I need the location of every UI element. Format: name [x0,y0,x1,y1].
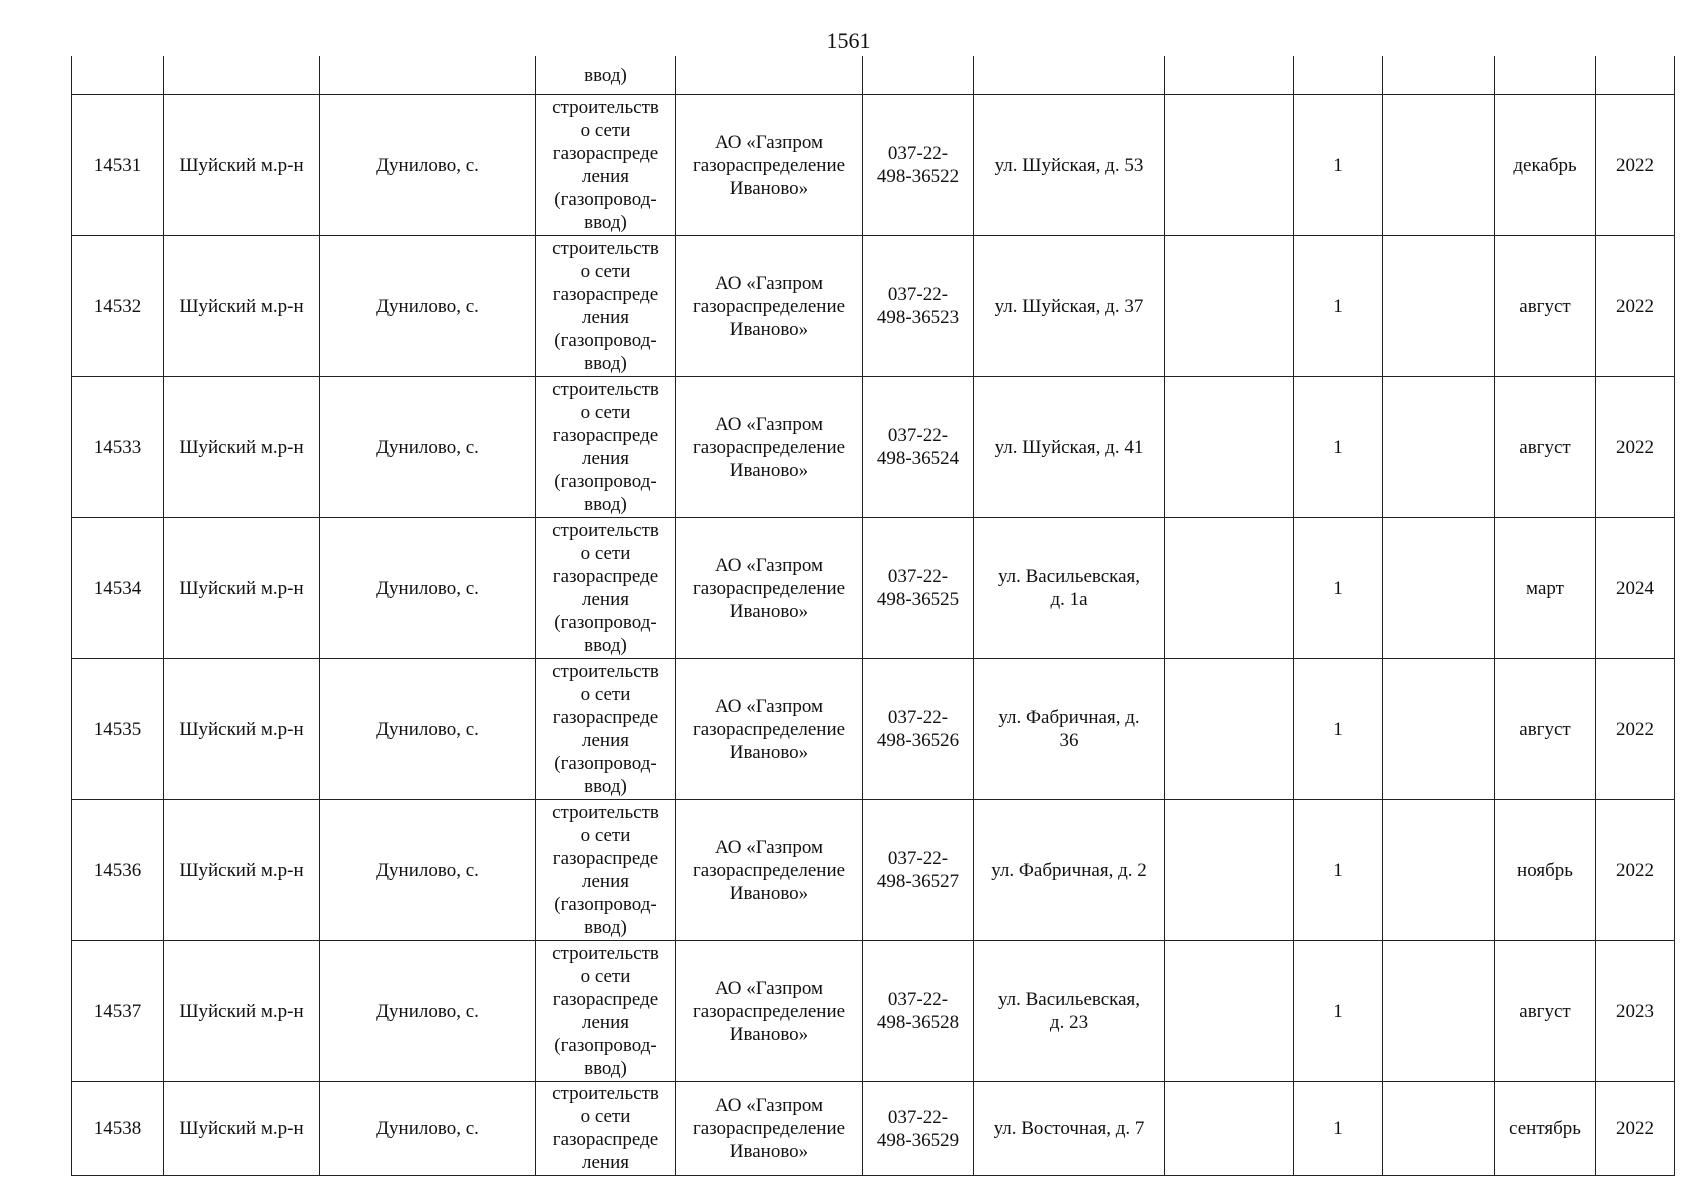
cell-month: август [1495,941,1596,1082]
cell-organization: АО «Газпром газораспределение Иваново» [676,236,863,377]
cell-work-type: строительств о сети газораспреде ления (газопровод- ввод) [536,800,676,941]
cell-district: Шуйский м.р-н [164,1082,320,1176]
table-row [72,659,1675,800]
cell-address [974,56,1165,95]
cell-id: 14531 [72,95,164,236]
cell-organization [676,56,863,95]
cell-address: ул. Шуйская, д. 41 [974,377,1165,518]
cell-extra-1 [1165,377,1294,518]
cell-extra-2 [1383,95,1495,236]
cell-count: 1 [1294,1082,1383,1176]
cell-extra-2 [1383,56,1495,95]
cell-month [1495,56,1596,95]
cell-extra-1 [1165,659,1294,800]
cell-year: 2024 [1596,518,1675,659]
cell-organization: АО «Газпром газораспределение Иваново» [676,659,863,800]
cell-address: ул. Васильевская, д. 1а [974,518,1165,659]
cell-id: 14538 [72,1082,164,1176]
cell-code: 037-22- 498-36522 [863,95,974,236]
cell-count: 1 [1294,800,1383,941]
cell-locality: Дунилово, с. [320,800,536,941]
cell-code: 037-22- 498-36529 [863,1082,974,1176]
cell-code: 037-22- 498-36523 [863,236,974,377]
cell-organization: АО «Газпром газораспределение Иваново» [676,377,863,518]
cell-work-type: ввод) [536,56,676,95]
cell-district: Шуйский м.р-н [164,236,320,377]
gas-connection-registry-table [71,56,1675,1176]
cell-work-type: строительств о сети газораспреде ления [536,1082,676,1176]
cell-locality: Дунилово, с. [320,1082,536,1176]
cell-count: 1 [1294,377,1383,518]
cell-count: 1 [1294,659,1383,800]
cell-code [863,56,974,95]
cell-extra-1 [1165,941,1294,1082]
cell-locality: Дунилово, с. [320,236,536,377]
cell-organization: АО «Газпром газораспределение Иваново» [676,941,863,1082]
cell-year: 2022 [1596,1082,1675,1176]
cell-address: ул. Васильевская, д. 23 [974,941,1165,1082]
page-number: 1561 [826,28,871,53]
cell-district: Шуйский м.р-н [164,659,320,800]
cell-address: ул. Фабричная, д. 36 [974,659,1165,800]
cell-work-type: строительств о сети газораспреде ления (газопровод- ввод) [536,518,676,659]
cell-month: декабрь [1495,95,1596,236]
cell-count: 1 [1294,236,1383,377]
cell-count [1294,56,1383,95]
cell-address: ул. Восточная, д. 7 [974,1082,1165,1176]
cell-month: март [1495,518,1596,659]
cell-code: 037-22- 498-36527 [863,800,974,941]
cell-extra-2 [1383,941,1495,1082]
cell-year: 2022 [1596,659,1675,800]
cell-locality: Дунилово, с. [320,518,536,659]
cell-district: Шуйский м.р-н [164,377,320,518]
cell-id: 14534 [72,518,164,659]
cell-organization: АО «Газпром газораспределение Иваново» [676,1082,863,1176]
cell-extra-1 [1165,56,1294,95]
cell-extra-2 [1383,800,1495,941]
table-row [72,1082,1675,1176]
cell-id [72,56,164,95]
cell-extra-2 [1383,518,1495,659]
cell-id: 14536 [72,800,164,941]
table-row [72,95,1675,236]
cell-year: 2022 [1596,800,1675,941]
cell-address: ул. Фабричная, д. 2 [974,800,1165,941]
cell-address: ул. Шуйская, д. 53 [974,95,1165,236]
cell-locality [320,56,536,95]
table-row [72,800,1675,941]
cell-year: 2022 [1596,95,1675,236]
cell-extra-2 [1383,377,1495,518]
cell-extra-1 [1165,236,1294,377]
cell-locality: Дунилово, с. [320,95,536,236]
cell-work-type: строительств о сети газораспреде ления (газопровод- ввод) [536,941,676,1082]
cell-organization: АО «Газпром газораспределение Иваново» [676,95,863,236]
cell-extra-2 [1383,659,1495,800]
cell-extra-1 [1165,95,1294,236]
cell-address: ул. Шуйская, д. 37 [974,236,1165,377]
cell-month: ноябрь [1495,800,1596,941]
cell-year: 2022 [1596,236,1675,377]
cell-extra-2 [1383,236,1495,377]
cell-month: сентябрь [1495,1082,1596,1176]
cell-code: 037-22- 498-36525 [863,518,974,659]
table-body [72,56,1675,1176]
cell-month: август [1495,659,1596,800]
cell-code: 037-22- 498-36526 [863,659,974,800]
cell-work-type: строительств о сети газораспреде ления (газопровод- ввод) [536,95,676,236]
cell-year [1596,56,1675,95]
cell-year: 2023 [1596,941,1675,1082]
cell-extra-2 [1383,1082,1495,1176]
cell-district: Шуйский м.р-н [164,95,320,236]
cell-month: август [1495,236,1596,377]
continued-row [72,56,1675,95]
cell-district: Шуйский м.р-н [164,941,320,1082]
table-row [72,377,1675,518]
table-row [72,518,1675,659]
cell-count: 1 [1294,95,1383,236]
cell-locality: Дунилово, с. [320,377,536,518]
cell-extra-1 [1165,518,1294,659]
table-row [72,941,1675,1082]
cell-locality: Дунилово, с. [320,941,536,1082]
cell-code: 037-22- 498-36528 [863,941,974,1082]
cell-district: Шуйский м.р-н [164,800,320,941]
cell-month: август [1495,377,1596,518]
cell-organization: АО «Газпром газораспределение Иваново» [676,518,863,659]
cell-id: 14532 [72,236,164,377]
cell-organization: АО «Газпром газораспределение Иваново» [676,800,863,941]
cell-id: 14533 [72,377,164,518]
cell-extra-1 [1165,1082,1294,1176]
cell-id: 14537 [72,941,164,1082]
cell-count: 1 [1294,941,1383,1082]
cell-code: 037-22- 498-36524 [863,377,974,518]
cell-extra-1 [1165,800,1294,941]
table-row [72,236,1675,377]
cell-work-type: строительств о сети газораспреде ления (газопровод- ввод) [536,236,676,377]
cell-work-type: строительств о сети газораспреде ления (газопровод- ввод) [536,377,676,518]
cell-locality: Дунилово, с. [320,659,536,800]
cell-count: 1 [1294,518,1383,659]
cell-district [164,56,320,95]
cell-district: Шуйский м.р-н [164,518,320,659]
cell-year: 2022 [1596,377,1675,518]
cell-work-type: строительств о сети газораспреде ления (газопровод- ввод) [536,659,676,800]
cell-id: 14535 [72,659,164,800]
